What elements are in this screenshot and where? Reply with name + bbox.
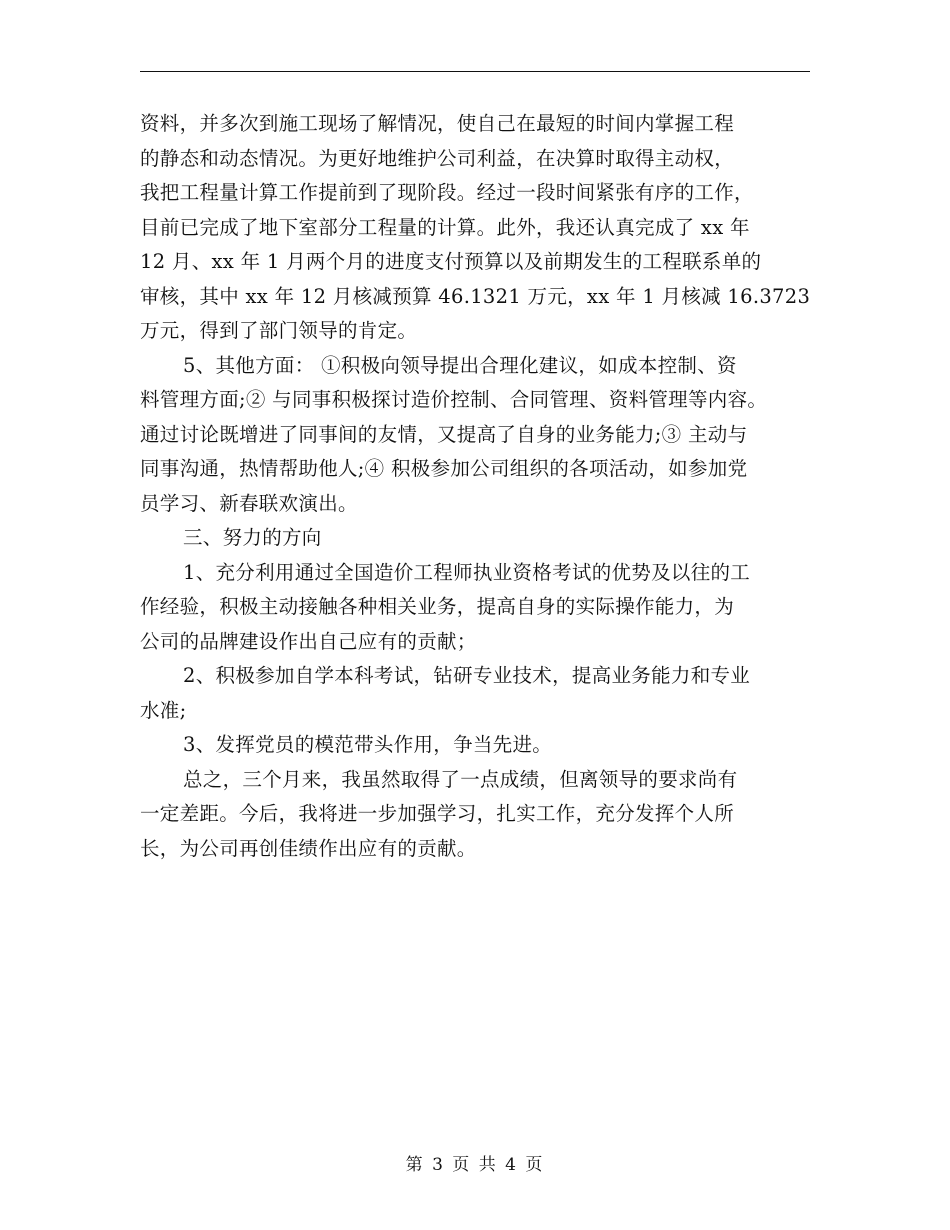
document-body xyxy=(140,107,820,866)
page-footer: 第 3 页 共 4 页 xyxy=(405,1155,545,1175)
text-line: 的静态和动态情况。为更好地维护公司利益，在决算时取得主动权， xyxy=(140,146,735,170)
text-line: 1、充分利用通过全国造价工程师执业资格考试的优势及以往的工 xyxy=(183,560,751,584)
text-line: 三、努力的方向 xyxy=(183,526,322,549)
text-line: 员学习、新春联欢演出。 xyxy=(140,491,358,515)
text-line: 同事沟通，热情帮助他人;④ 积极参加公司组织的各项活动，如参加党 xyxy=(140,457,748,480)
text-line: 料管理方面;② 与同事积极探讨造价控制、合同管理、资料管理等内容。 xyxy=(140,388,768,411)
text-line: 公司的品牌建设作出自己应有的贡献； xyxy=(140,629,477,653)
text-line: 12 月、xx 年 1 月两个月的进度支付预算以及前期发生的工程联系单的 xyxy=(140,250,762,273)
text-line: 目前已完成了地下室部分工程量的计算。此外，我还认真完成了 xx 年 xyxy=(140,215,750,239)
text-line: 水准; xyxy=(140,698,187,722)
text-line: 万元，得到了部门领导的肯定。 xyxy=(140,319,418,342)
header-rule xyxy=(140,71,810,72)
text-line: 审核，其中 xx 年 12 月核减预算 46.1321 万元，xx 年 1 月核减 16.3723 xyxy=(140,284,811,308)
text-line: 一定差距。今后，我将进一步加强学习，扎实工作，充分发挥个人所 xyxy=(140,802,735,825)
text-line: 资料，并多次到施工现场了解情况，使自己在最短的时间内掌握工程 xyxy=(140,112,735,135)
text-line: 总之，三个月来，我虽然取得了一点成绩，但离领导的要求尚有 xyxy=(183,767,738,791)
text-line: 3、发挥党员的模范带头作用，争当先进。 xyxy=(183,733,553,756)
text-line: 长，为公司再创佳绩作出应有的贡献。 xyxy=(140,836,477,860)
text-line: 5、其他方面： ①积极向领导提出合理化建议，如成本控制、资 xyxy=(183,353,737,377)
text-line: 我把工程量计算工作提前到了现阶段。经过一段时间紧张有序的工作， xyxy=(140,181,754,204)
text-line: 2、积极参加自学本科考试，钻研专业技术，提高业务能力和专业 xyxy=(183,664,751,687)
text-line: 通过讨论既增进了同事间的友情，又提高了自身的业务能力;③ 主动与 xyxy=(140,422,748,446)
text-line: 作经验，积极主动接触各种相关业务，提高自身的实际操作能力，为 xyxy=(140,595,735,618)
